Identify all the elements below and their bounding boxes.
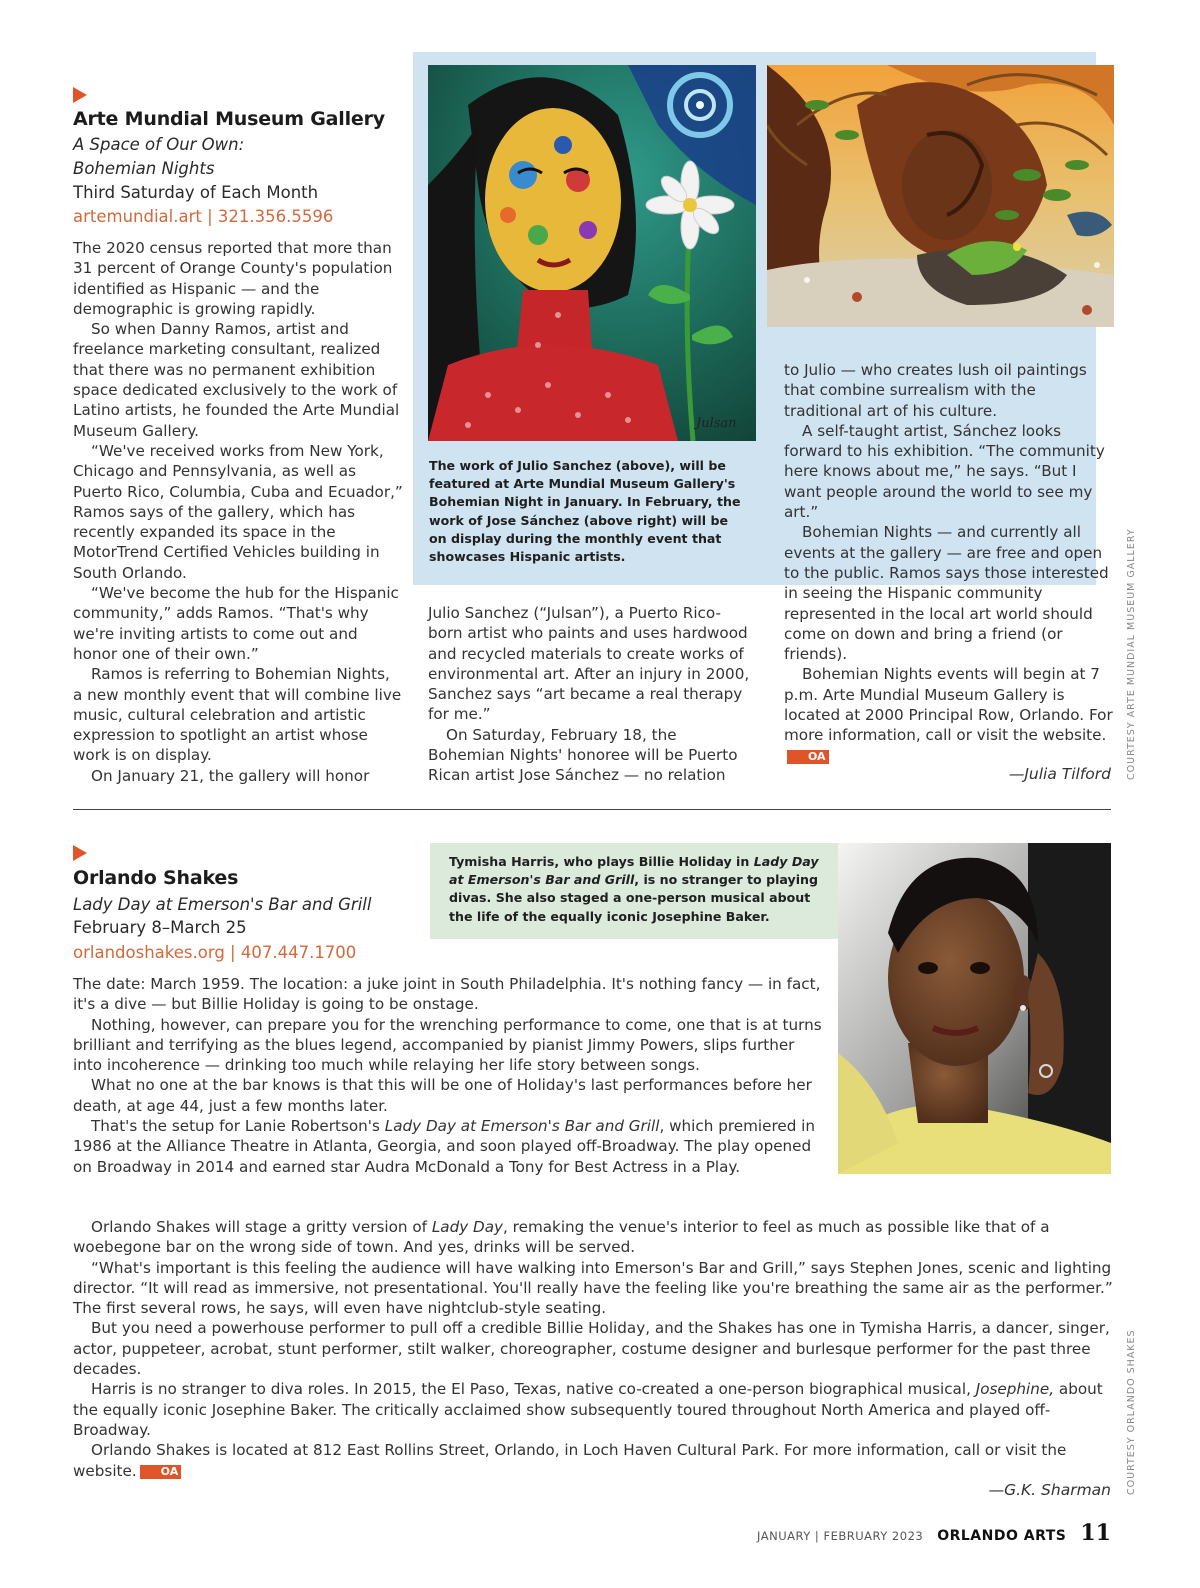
painting-woman-flower-image bbox=[428, 65, 756, 441]
event-date: February 8–March 25 bbox=[73, 918, 247, 937]
paragraph bbox=[73, 1116, 823, 1177]
section-title: Arte Mundial Museum Gallery bbox=[73, 108, 385, 130]
painting-jose-sanchez bbox=[767, 65, 1114, 327]
article-column-3 bbox=[784, 360, 1114, 766]
paragraph: What no one at the bar knows is that this will be one of Holiday's last performances before her death, at age 44, just a few months later. bbox=[73, 1076, 812, 1115]
caption-text: , is no stranger to playing divas. She also staged a one-person musical about the life of the equally iconic Josephine Baker. bbox=[449, 872, 819, 924]
section-title: Orlando Shakes bbox=[73, 867, 239, 889]
paragraph bbox=[73, 1217, 1113, 1258]
paragraph: So when Danny Ramos, artist and freelance marketing consultant, realized that there was no permanent exhibition space dedicated exclusively to the work of Latino artists, he founded the Arte Mundial Museum Gallery. bbox=[73, 320, 400, 440]
paragraph-text: Orlando Shakes will stage a gritty version of bbox=[91, 1218, 432, 1236]
subtitle-line: A Space of Our Own: bbox=[73, 135, 245, 154]
photo-caption: The work of Julio Sanchez (above), will be featured at Arte Mundial Museum Gallery's Bohemian Night in January. In February, the work of Jose Sánchez (above right) will be on display during the monthly event that showcases Hispanic artists. bbox=[429, 458, 741, 565]
section-divider bbox=[73, 809, 1111, 810]
play-title: Lady Day at Emerson's Bar and Grill bbox=[384, 1117, 660, 1136]
contact-link[interactable]: artemundial.art | 321.356.5596 bbox=[73, 207, 334, 226]
paragraph: Ramos is referring to Bohemian Nights, a new monthly event that will combine live music, cultural celebration and artistic expression to spotlight an artist whose work is on display. bbox=[73, 665, 402, 765]
magazine-name: ORLANDO ARTS bbox=[937, 1528, 1067, 1544]
caption-text: Tymisha Harris, who plays Billie Holiday in bbox=[449, 854, 754, 869]
paragraph: The 2020 census reported that more than 31 percent of Orange County's population identified as Hispanic — and the demographic is growing rapidly. bbox=[73, 239, 393, 318]
photo-credit: COURTESY ORLANDO SHAKES bbox=[1126, 1329, 1137, 1495]
portrait-tymisha-harris bbox=[838, 843, 1111, 1174]
paragraph-text: Harris is no stranger to diva roles. In 2015, the El Paso, Texas, native co-created a one-person biographical musical, bbox=[91, 1380, 976, 1399]
paragraph: Julio Sanchez (“Julsan”), a Puerto Rico-born artist who paints and uses hardwood and recycled materials to create works of environmental art. After an injury in 2000, Sanchez says “art became a real therapy for me.” bbox=[428, 604, 750, 724]
paragraph: Bohemian Nights — and currently all events at the gallery — are free and open to the public. Ramos says those interested in seeing the Hispanic community represented in the local art world should come on down and bring a friend (or friends). bbox=[784, 523, 1109, 664]
article-body-bottom bbox=[73, 1217, 1113, 1481]
oa-badge: OA bbox=[787, 750, 829, 764]
contact-link[interactable]: orlandoshakes.org | 407.447.1700 bbox=[73, 943, 357, 962]
paragraph: The date: March 1959. The location: a juke joint in South Philadelphia. It's nothing fancy — in fact, it's a dive — but Billie Holiday is going to be onstage. bbox=[73, 975, 821, 1014]
portrait-photo-image bbox=[838, 843, 1111, 1174]
article-column-2 bbox=[428, 603, 754, 786]
page-footer bbox=[700, 1520, 1111, 1550]
paragraph: to Julio — who creates lush oil paintings that combine surrealism with the traditional art of his culture. bbox=[784, 361, 1087, 420]
section-arrow-icon bbox=[73, 87, 87, 103]
paragraph-text: Bohemian Nights events will begin at 7 p.m. Arte Mundial Museum Gallery is located at 2000 Principal Row, Orlando. For more information, call or visit the website. bbox=[784, 665, 1113, 745]
paragraph-text: , remaking the venue's interior to feel as much as possible like that of a woebegone bar on the wrong side of town. And yes, drinks will be served. bbox=[73, 1218, 1050, 1257]
paragraph bbox=[73, 1440, 1113, 1481]
caption-italic: Lady Day at Emerson's Bar and Grill bbox=[449, 854, 819, 888]
event-subtitle: Lady Day at Emerson's Bar and Grill bbox=[73, 895, 372, 914]
paragraph: On Saturday, February 18, the Bohemian Nights' honoree will be Puerto Rican artist Jose Sánchez — no relation bbox=[428, 725, 738, 785]
event-subtitle bbox=[73, 133, 403, 181]
paragraph: But you need a powerhouse performer to pull off a credible Billie Holiday, and the Shakes has one in Tymisha Harris, a dancer, singer, actor, puppeteer, acrobat, stunt performer, stilt walker, choreographer, costume designer and burlesque performer for the past three decades. bbox=[73, 1319, 1110, 1379]
paragraph: Nothing, however, can prepare you for the wrenching performance to come, one that is at turns brilliant and terrifying as the blues legend, accompanied by pianist Jimmy Powers, slips further into incoherence — drinking too much while relaying her life story between songs. bbox=[73, 1015, 822, 1075]
article-column-1 bbox=[73, 238, 403, 786]
paragraph: “We've become the hub for the Hispanic community,” adds Ramos. “That's why we're inviting artists to come out and honor one of their own.” bbox=[73, 584, 399, 663]
page-number: 11 bbox=[1080, 1520, 1111, 1546]
paragraph-text: , which premiered in 1986 at the Alliance Theatre in Atlanta, Georgia, and soon played off-Broadway. The play opened on Broadway in 2014 and earned star Audra McDonald a Tony for Best Actress in a Play. bbox=[73, 1117, 816, 1176]
paragraph-text: That's the setup for Lanie Robertson's bbox=[91, 1117, 385, 1136]
paragraph: “We've received works from New York, Chicago and Pennsylvania, as well as Puerto Rico, Columbia, Cuba and Ecuador,” Ramos says of the gallery, which has recently expanded its space in the MotorTrend Certified Vehicles building in South Orlando. bbox=[73, 441, 403, 582]
oa-badge: OA bbox=[140, 1465, 182, 1479]
photo-credit: COURTESY ARTE MUNDIAL MUSEUM GALLERY bbox=[1126, 528, 1137, 780]
photo-caption bbox=[449, 853, 829, 926]
painting-signature: Julsan bbox=[696, 416, 737, 431]
play-title: Lady Day bbox=[431, 1218, 504, 1236]
subtitle-line: Bohemian Nights bbox=[73, 159, 215, 178]
paragraph: A self-taught artist, Sánchez looks forward to his exhibition. “The community here knows about me,” he says. “But I want people around the world to see my art.” bbox=[784, 421, 1105, 522]
painting-surreal-landscape-image bbox=[767, 65, 1114, 327]
paragraph: “What's important is this feeling the audience will have walking into Emerson's Bar and Grill,” says Stephen Jones, scenic and lighting director. “It will read as immersive, not presentational. You'll really have the feeling like you're breathing the same air as the performer.” The first several rows, he says, will even have nightclub-style seating. bbox=[73, 1258, 1113, 1318]
painting-julio-sanchez bbox=[428, 65, 756, 441]
paragraph bbox=[73, 1379, 1113, 1440]
play-title: Josephine, bbox=[975, 1380, 1055, 1399]
paragraph bbox=[784, 664, 1114, 765]
paragraph-text: about the equally iconic Josephine Baker. The critically acclaimed show subsequently toured throughout North America and played off-Broadway. bbox=[73, 1380, 1103, 1439]
event-date: Third Saturday of Each Month bbox=[73, 183, 319, 202]
byline: —G.K. Sharman bbox=[988, 1481, 1111, 1499]
section-arrow-icon bbox=[73, 845, 87, 861]
issue-date: JANUARY | FEBRUARY 2023 bbox=[757, 1529, 924, 1543]
paragraph: On January 21, the gallery will honor bbox=[91, 766, 370, 785]
article-body-top bbox=[73, 974, 823, 1177]
paragraph-text: Orlando Shakes is located at 812 East Rollins Street, Orlando, in Loch Haven Cultural Park. For more information, call or visit the website. bbox=[73, 1441, 1067, 1480]
byline: —Julia Tilford bbox=[1008, 765, 1111, 783]
